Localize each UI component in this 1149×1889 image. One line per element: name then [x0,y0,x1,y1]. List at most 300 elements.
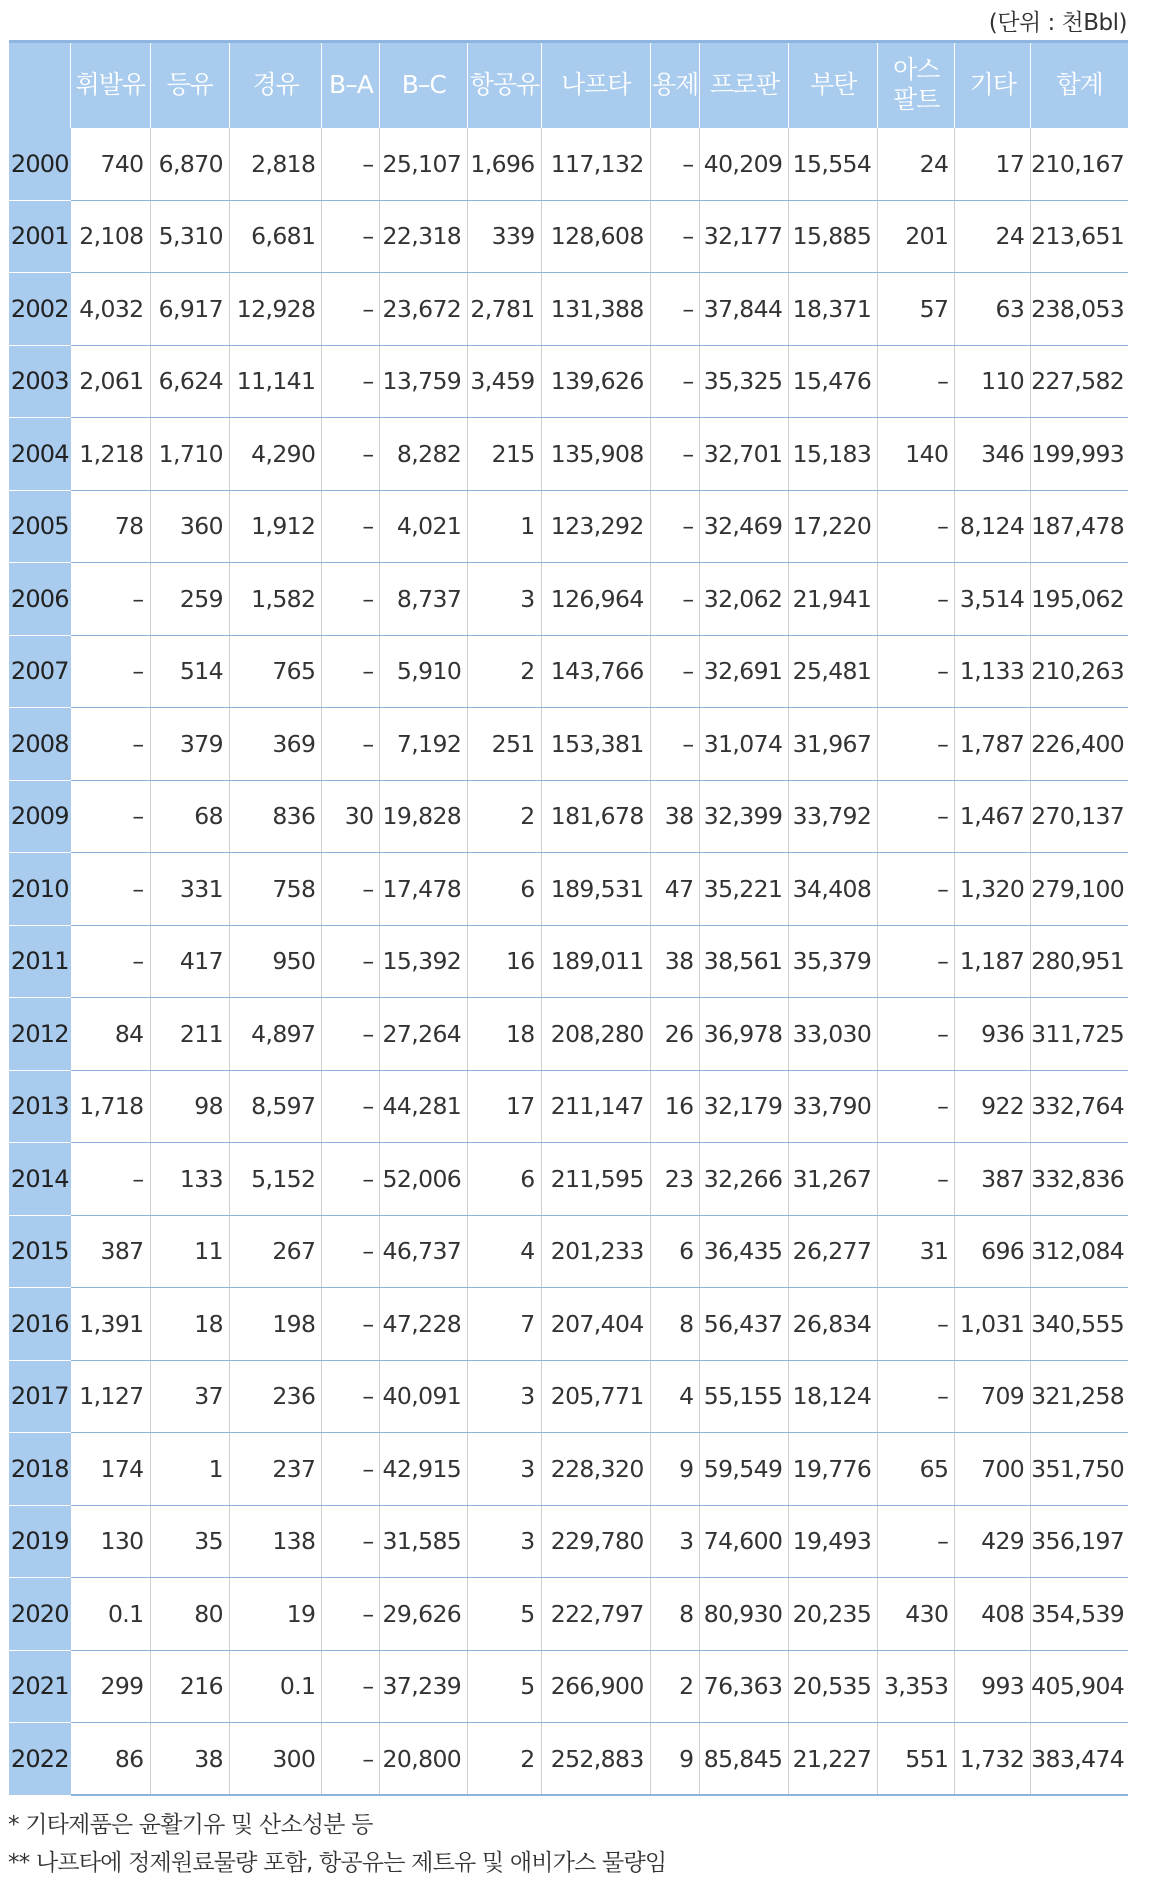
table-cell: 52,006 [380,1143,468,1216]
table-cell: 19,493 [789,1505,878,1578]
table-row [9,200,1128,273]
table-cell: 340,555 [1031,1288,1128,1361]
header-row [9,42,1128,128]
table-row [9,1433,1128,1506]
table-cell: 8,737 [380,563,468,636]
table-cell: 211 [150,998,229,1071]
table-cell: – [878,998,955,1071]
table-cell: 140 [878,418,955,491]
row-year: 2013 [9,1070,71,1143]
table-cell: 98 [150,1070,229,1143]
table-cell: 1,187 [955,925,1031,998]
table-cell: 1,391 [71,1288,150,1361]
table-cell: 44,281 [380,1070,468,1143]
table-cell: – [322,1433,380,1506]
table-cell: 130 [71,1505,150,1578]
table-row [9,1578,1128,1651]
table-cell: 765 [229,635,321,708]
table-cell: 210,263 [1031,635,1128,708]
table-cell: 6 [468,853,541,926]
table-cell: – [322,1288,380,1361]
column-header: 등유 [150,42,229,128]
column-header: 프로판 [700,42,789,128]
table-cell: 300 [229,1723,321,1796]
table-cell: 57 [878,273,955,346]
table-cell: 20,800 [380,1723,468,1796]
table-cell: 405,904 [1031,1650,1128,1723]
row-year: 2010 [9,853,71,926]
table-cell: 31,967 [789,708,878,781]
table-cell: 32,062 [700,563,789,636]
table-cell: 20,235 [789,1578,878,1651]
table-cell: – [322,418,380,491]
table-cell: – [650,490,700,563]
table-cell: – [71,708,150,781]
table-cell: 26 [650,998,700,1071]
row-year: 2007 [9,635,71,708]
table-cell: 11 [150,1215,229,1288]
footnote-2: ** 나프타에 정제원료물량 포함, 항공유는 제트유 및 애비가스 물량임 [8,1850,667,1876]
table-cell: 128,608 [541,200,650,273]
table-cell: 696 [955,1215,1031,1288]
table-cell: 18 [468,998,541,1071]
table-cell: 19,828 [380,780,468,853]
footnotes [8,1806,666,1882]
table-row [9,128,1128,201]
table-cell: 24 [955,200,1031,273]
table-cell: 16 [468,925,541,998]
table-cell: 360 [150,490,229,563]
table-cell: 31,585 [380,1505,468,1578]
table-cell: 267 [229,1215,321,1288]
table-cell: 3 [468,563,541,636]
table-cell: 30 [322,780,380,853]
table-cell: 1,133 [955,635,1031,708]
table-cell: 354,539 [1031,1578,1128,1651]
table-cell: 26,834 [789,1288,878,1361]
table-cell: 936 [955,998,1031,1071]
table-cell: 86 [71,1723,150,1796]
table-cell: 65 [878,1433,955,1506]
table-cell: 1 [468,490,541,563]
column-header: 나프타 [541,42,650,128]
table-row [9,563,1128,636]
table-row [9,998,1128,1071]
table-cell: 4,032 [71,273,150,346]
table-cell: – [322,708,380,781]
table-row [9,1650,1128,1723]
table-cell: – [322,853,380,926]
table-cell: – [878,1288,955,1361]
table-cell: 24 [878,128,955,201]
table-cell: 199,993 [1031,418,1128,491]
table-cell: 2,818 [229,128,321,201]
table-cell: 229,780 [541,1505,650,1578]
table-cell: – [650,128,700,201]
table-cell: 1,582 [229,563,321,636]
table-cell: 17,220 [789,490,878,563]
table-cell: – [322,200,380,273]
table-row [9,1360,1128,1433]
table-cell: – [650,273,700,346]
table-cell: 7 [468,1288,541,1361]
table-cell: – [322,925,380,998]
column-header: 합계 [1031,42,1128,128]
table-cell: 6 [650,1215,700,1288]
table-cell: – [878,1070,955,1143]
table-cell: 2 [650,1650,700,1723]
table-cell: 32,399 [700,780,789,853]
table-cell: – [322,998,380,1071]
table-cell: 80 [150,1578,229,1651]
table-cell: 3,353 [878,1650,955,1723]
table-cell: – [71,780,150,853]
table-cell: 993 [955,1650,1031,1723]
table-cell: 228,320 [541,1433,650,1506]
row-year: 2008 [9,708,71,781]
table-cell: 1,031 [955,1288,1031,1361]
table-cell: 321,258 [1031,1360,1128,1433]
table-cell: 56,437 [700,1288,789,1361]
table-row [9,1288,1128,1361]
data-table [9,40,1128,1796]
table-cell: 21,941 [789,563,878,636]
table-cell: 18 [150,1288,229,1361]
table-cell: 33,790 [789,1070,878,1143]
column-header: 경유 [229,42,321,128]
table-cell: 133 [150,1143,229,1216]
table-cell: – [878,563,955,636]
table-cell: – [650,418,700,491]
table-cell: 189,531 [541,853,650,926]
table-cell: 205,771 [541,1360,650,1433]
table-cell: 5 [468,1578,541,1651]
table-cell: 138 [229,1505,321,1578]
column-header: 항공유 [468,42,541,128]
table-row [9,1215,1128,1288]
table-cell: 1,320 [955,853,1031,926]
table-cell: 9 [650,1433,700,1506]
table-row [9,635,1128,708]
table-cell: 2,108 [71,200,150,273]
table-cell: 4 [650,1360,700,1433]
table-cell: 36,435 [700,1215,789,1288]
table-cell: 2 [468,635,541,708]
table-cell: – [322,1505,380,1578]
table-cell: – [878,925,955,998]
table-cell: 299 [71,1650,150,1723]
table-cell: 383,474 [1031,1723,1128,1796]
table-cell: 31,074 [700,708,789,781]
table-cell: 6,870 [150,128,229,201]
table-cell: 33,792 [789,780,878,853]
table-row [9,708,1128,781]
table-cell: 226,400 [1031,708,1128,781]
table-cell: 5,152 [229,1143,321,1216]
table-cell: 1,732 [955,1723,1031,1796]
row-year: 2011 [9,925,71,998]
table-cell: 351,750 [1031,1433,1128,1506]
table-cell: 42,915 [380,1433,468,1506]
table-cell: – [322,1650,380,1723]
footnote-1: * 기타제품은 윤활기유 및 산소성분 등 [8,1812,373,1838]
table-cell: 279,100 [1031,853,1128,926]
table-cell: 32,701 [700,418,789,491]
table-cell: 8,597 [229,1070,321,1143]
row-year: 2021 [9,1650,71,1723]
table-row [9,490,1128,563]
table-cell: 35 [150,1505,229,1578]
table-body [9,128,1128,1796]
table-cell: 1,467 [955,780,1031,853]
row-year: 2002 [9,273,71,346]
table-cell: 35,379 [789,925,878,998]
table-cell: 758 [229,853,321,926]
table-cell: 20,535 [789,1650,878,1723]
table-cell: 123,292 [541,490,650,563]
table-cell: 1,696 [468,128,541,201]
table-cell: 37,239 [380,1650,468,1723]
table-cell: 38,561 [700,925,789,998]
row-year: 2014 [9,1143,71,1216]
table-cell: 216 [150,1650,229,1723]
table-cell: 32,179 [700,1070,789,1143]
table-cell: 836 [229,780,321,853]
table-cell: 1,912 [229,490,321,563]
table-cell: 227,582 [1031,345,1128,418]
table-cell: 27,264 [380,998,468,1071]
table-cell: 339 [468,200,541,273]
table-cell: 35,221 [700,853,789,926]
table-cell: 38 [650,780,700,853]
column-header: 용제 [650,42,700,128]
table-row [9,345,1128,418]
table-cell: 4 [468,1215,541,1288]
table-cell: 32,469 [700,490,789,563]
table-cell: 2 [468,780,541,853]
table-cell: 195,062 [1031,563,1128,636]
table-cell: 15,183 [789,418,878,491]
table-cell: 238,053 [1031,273,1128,346]
table-cell: 514 [150,635,229,708]
table-cell: 84 [71,998,150,1071]
row-year: 2017 [9,1360,71,1433]
table-cell: – [322,1143,380,1216]
row-year: 2015 [9,1215,71,1288]
table-cell: – [71,635,150,708]
unit-label: (단위 : 천Bbl) [988,10,1127,36]
table-cell: 11,141 [229,345,321,418]
table-cell: 33,030 [789,998,878,1071]
table-cell: 31,267 [789,1143,878,1216]
table-cell: 213,651 [1031,200,1128,273]
table-cell: 34,408 [789,853,878,926]
table-cell: 19,776 [789,1433,878,1506]
table-cell: – [322,345,380,418]
table-cell: 46,737 [380,1215,468,1288]
table-cell: – [650,345,700,418]
table-cell: 1,787 [955,708,1031,781]
table-cell: 47 [650,853,700,926]
row-year: 2016 [9,1288,71,1361]
table-cell: 35,325 [700,345,789,418]
row-year: 2001 [9,200,71,273]
row-year: 2006 [9,563,71,636]
table-cell: – [322,1215,380,1288]
table-cell: 3,514 [955,563,1031,636]
table-cell: 37 [150,1360,229,1433]
table-row [9,273,1128,346]
table-cell: – [322,490,380,563]
table-cell: – [650,635,700,708]
table-cell: 131,388 [541,273,650,346]
table-cell: 17 [955,128,1031,201]
table-cell: 22,318 [380,200,468,273]
table-cell: 387 [955,1143,1031,1216]
table-cell: – [878,345,955,418]
table-cell: 25,107 [380,128,468,201]
table-row [9,853,1128,926]
table-cell: 312,084 [1031,1215,1128,1288]
table-cell: 117,132 [541,128,650,201]
table-cell: 740 [71,128,150,201]
row-year: 2004 [9,418,71,491]
table-cell: – [322,1578,380,1651]
table-cell: 17,478 [380,853,468,926]
table-cell: 2 [468,1723,541,1796]
table-cell: 174 [71,1433,150,1506]
table-cell: 3,459 [468,345,541,418]
table-cell: 25,481 [789,635,878,708]
table-cell: 6 [468,1143,541,1216]
table-cell: 59,549 [700,1433,789,1506]
table-cell: 270,137 [1031,780,1128,853]
table-cell: 259 [150,563,229,636]
table-cell: 7,192 [380,708,468,781]
table-cell: 9 [650,1723,700,1796]
table-cell: 709 [955,1360,1031,1433]
table-cell: 198 [229,1288,321,1361]
table-cell: 215 [468,418,541,491]
table-cell: 76,363 [700,1650,789,1723]
table-cell: 32,691 [700,635,789,708]
table-cell: 143,766 [541,635,650,708]
table-cell: 2,061 [71,345,150,418]
table-cell: 4,290 [229,418,321,491]
table-cell: – [322,1360,380,1433]
table-cell: 40,209 [700,128,789,201]
table-cell: – [878,708,955,781]
table-cell: 12,928 [229,273,321,346]
table-cell: 922 [955,1070,1031,1143]
table-cell: – [322,563,380,636]
table-cell: – [878,780,955,853]
table-cell: 700 [955,1433,1031,1506]
table-cell: 126,964 [541,563,650,636]
table-cell: 15,392 [380,925,468,998]
table-cell: 16 [650,1070,700,1143]
table-cell: 1,218 [71,418,150,491]
table-cell: 210,167 [1031,128,1128,201]
table-cell: 2,781 [468,273,541,346]
table-cell: 6,681 [229,200,321,273]
table-cell: 208,280 [541,998,650,1071]
table-cell: 78 [71,490,150,563]
row-year: 2009 [9,780,71,853]
table-cell: 222,797 [541,1578,650,1651]
table-row [9,1143,1128,1216]
table-cell: 85,845 [700,1723,789,1796]
table-cell: 201,233 [541,1215,650,1288]
table-cell: – [878,1143,955,1216]
table-cell: 13,759 [380,345,468,418]
table-cell: 47,228 [380,1288,468,1361]
table-cell: 1,718 [71,1070,150,1143]
table-cell: 8 [650,1578,700,1651]
table-cell: 181,678 [541,780,650,853]
table-cell: – [878,1360,955,1433]
table-cell: 5,310 [150,200,229,273]
table-row [9,418,1128,491]
table-cell: 0.1 [229,1650,321,1723]
table-cell: 4,897 [229,998,321,1071]
table-cell: 280,951 [1031,925,1128,998]
table-cell: 0.1 [71,1578,150,1651]
table-cell: 153,381 [541,708,650,781]
table-cell: 5 [468,1650,541,1723]
table-cell: 369 [229,708,321,781]
table-cell: 36,978 [700,998,789,1071]
table-cell: 37,844 [700,273,789,346]
table-cell: 189,011 [541,925,650,998]
table-cell: 211,147 [541,1070,650,1143]
table-cell: 38 [150,1723,229,1796]
table-cell: 379 [150,708,229,781]
table-row [9,1070,1128,1143]
row-year: 2000 [9,128,71,201]
table-cell: 187,478 [1031,490,1128,563]
table-cell: – [322,273,380,346]
table-cell: 408 [955,1578,1031,1651]
table-cell: – [878,490,955,563]
row-year: 2005 [9,490,71,563]
row-year: 2019 [9,1505,71,1578]
table-cell: 8 [650,1288,700,1361]
table-cell: 332,836 [1031,1143,1128,1216]
table-cell: 417 [150,925,229,998]
table-row [9,925,1128,998]
table-cell: 236 [229,1360,321,1433]
table-cell: – [322,1070,380,1143]
table-cell: – [71,1143,150,1216]
table-cell: 135,908 [541,418,650,491]
column-header: 기타 [955,42,1031,128]
table-cell: 110 [955,345,1031,418]
table-cell: – [878,635,955,708]
table-cell: 68 [150,780,229,853]
table-cell: 26,277 [789,1215,878,1288]
table-cell: 3 [468,1505,541,1578]
table-cell: – [71,853,150,926]
table-cell: 4,021 [380,490,468,563]
column-header: B–C [380,42,468,128]
table-cell: 211,595 [541,1143,650,1216]
table-cell: 6,624 [150,345,229,418]
table-cell: 18,124 [789,1360,878,1433]
table-cell: 40,091 [380,1360,468,1433]
table-cell: 201 [878,200,955,273]
table-cell: 8,124 [955,490,1031,563]
